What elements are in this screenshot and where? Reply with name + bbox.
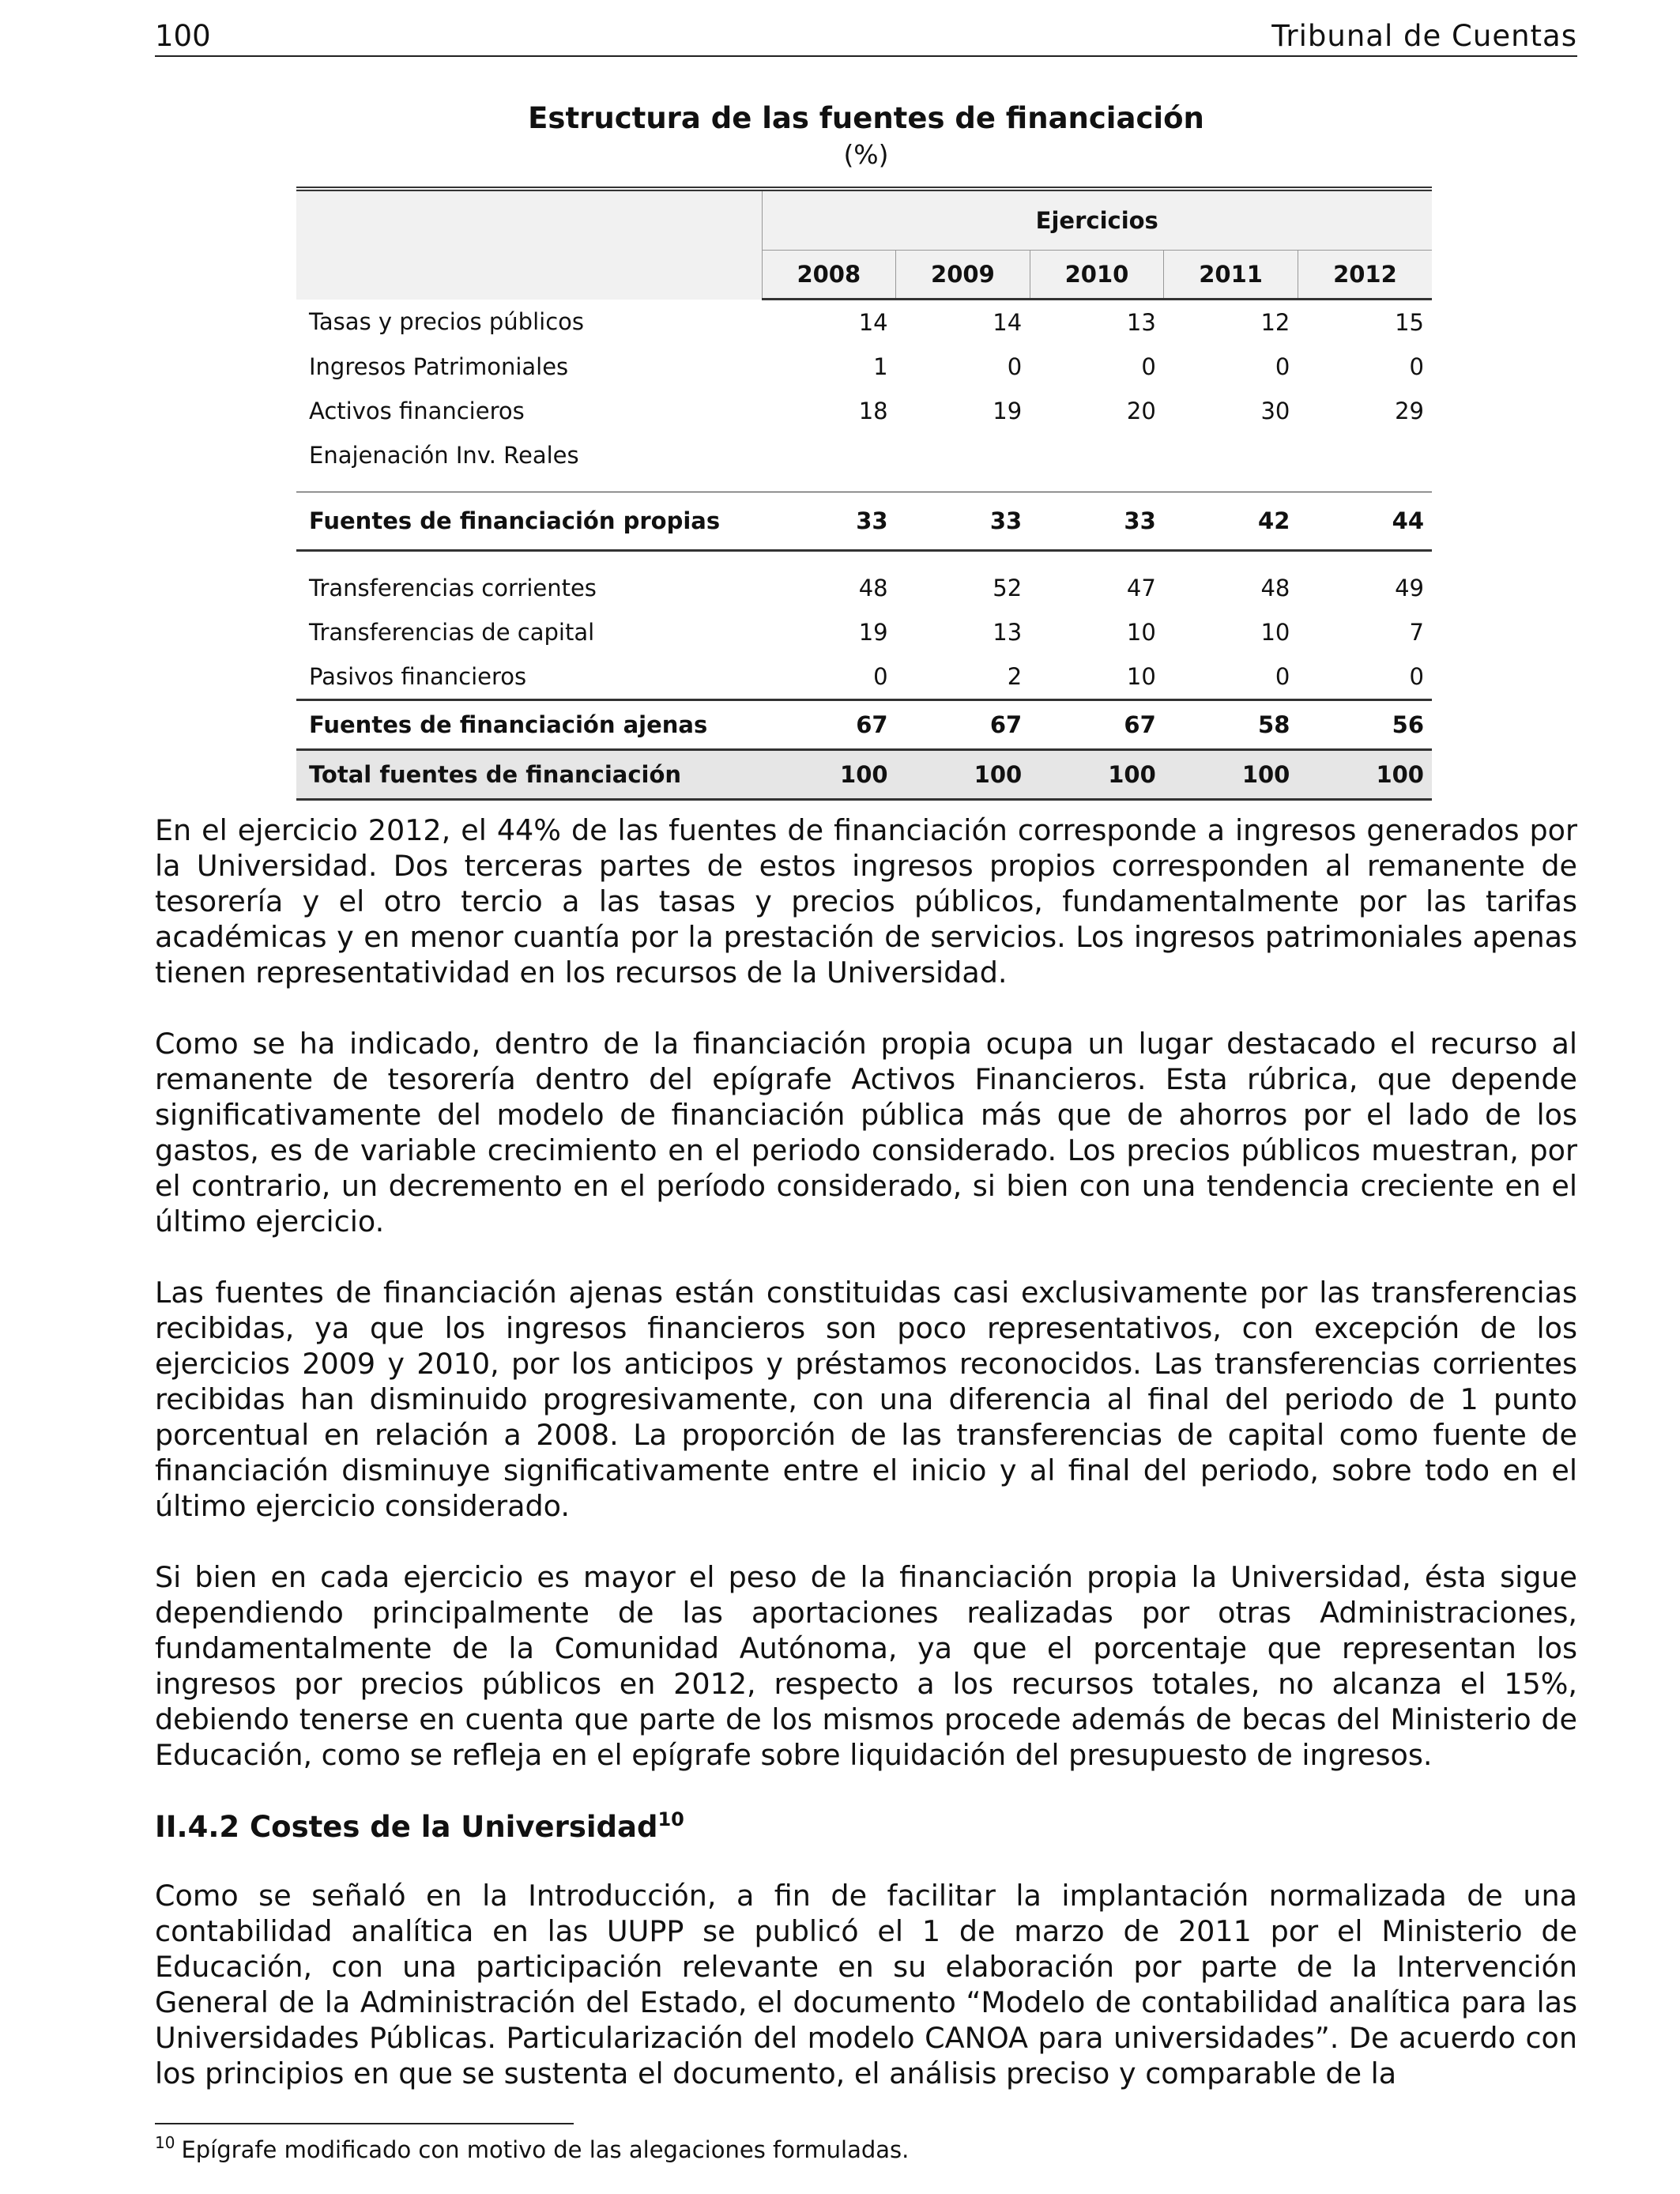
row-value: 44 — [1298, 492, 1432, 551]
row-value: 30 — [1260, 398, 1290, 424]
table-row — [296, 566, 1432, 610]
table-row — [296, 345, 1432, 389]
row-value: 42 — [1164, 492, 1298, 551]
paragraph: Como se ha indicado, dentro de la financiación propia ocupa un lugar destacado el recurso al remanente de tesorería dentro del epígrafe Activos Financieros. Esta rúbrica, que depende significativamente del modelo de financiación pública más que de ahorros por el lado de los gastos, es de variable crecimiento en el periodo considerado. Los precios públicos muestran, por el contrario, un decremento en el período considerado, si bien con una tendencia creciente en el último ejercicio. — [155, 1027, 1577, 1238]
row-value: 33 — [896, 492, 1030, 551]
table-row — [296, 433, 1432, 477]
row-value: 2 — [1007, 663, 1023, 690]
row-value — [896, 433, 1030, 477]
section-heading-text: II.4.2 Costes de la Universidad — [155, 1810, 658, 1844]
paragraph: Como se señaló en la Introducción, a fin de facilitar la implantación normalizada de una contabilidad analítica en las UUPP se publicó el 1 de marzo de 2011 por el Ministerio de Educación, con una participación relevante en su elaboración por parte de la Intervención General de la Administración del Estado, el documento “Modelo de contabilidad analítica para las Universidades Públicas. Particularización del modelo CANOA para universidades”. De acuerdo con los principios en que se sustenta el documento, el análisis preciso y comparable de la — [155, 1879, 1577, 2090]
row-label: Total fuentes de financiación — [296, 750, 762, 800]
row-value: 14 — [858, 309, 888, 336]
row-value: 67 — [896, 700, 1030, 750]
row-value: 58 — [1164, 700, 1298, 750]
row-value: 100 — [896, 750, 1030, 800]
row-value: 0 — [1007, 353, 1023, 380]
row-value: 33 — [1030, 492, 1164, 551]
total-row — [296, 750, 1432, 800]
row-value: 10 — [1126, 663, 1156, 690]
row-value — [1164, 433, 1298, 477]
row-value — [762, 433, 896, 477]
row-value: 13 — [993, 619, 1023, 646]
header-year: 2008 — [762, 251, 896, 300]
row-value: 0 — [1275, 663, 1290, 690]
row-label: Fuentes de financiación propias — [296, 492, 762, 551]
row-value: 15 — [1395, 309, 1424, 336]
row-value: 100 — [762, 750, 896, 800]
row-value: 10 — [1260, 619, 1290, 646]
row-value: 13 — [1126, 309, 1156, 336]
row-value: 49 — [1395, 575, 1424, 601]
footnote-reference[interactable]: 10 — [657, 1808, 684, 1830]
row-label: Transferencias corrientes — [309, 575, 597, 601]
row-value: 56 — [1298, 700, 1432, 750]
row-value: 12 — [1260, 309, 1290, 336]
table-subtitle: (%) — [843, 139, 889, 170]
table-row — [296, 610, 1432, 654]
paragraph: Si bien en cada ejercicio es mayor el peso de la financiación propia la Universidad, ésta sigue dependiendo principalmente de las aportaciones realizadas por otras Administraciones, fundamentalmente de la Comunidad Autónoma, ya que el porcentaje que representan los ingresos por precios públicos en 2012, respecto a los recursos totales, no alcanza el 15%, debiendo tenerse en cuenta que parte de los mismos procede además de becas del Ministerio de Educación, como se refleja en el epígrafe sobre liquidación del presupuesto de ingresos. — [155, 1560, 1577, 1772]
row-value: 67 — [1030, 700, 1164, 750]
row-value: 67 — [762, 700, 896, 750]
row-value: 0 — [1141, 353, 1156, 380]
table-spacer-row — [296, 551, 1432, 567]
subtotal-row-ajenas — [296, 700, 1432, 750]
row-value — [1298, 433, 1432, 477]
row-value: 47 — [1126, 575, 1156, 601]
table-row — [296, 389, 1432, 433]
table-header-row — [296, 189, 1432, 251]
row-value: 19 — [993, 398, 1023, 424]
row-value: 0 — [1409, 663, 1424, 690]
row-value — [1030, 433, 1164, 477]
table-spacer-row — [296, 477, 1432, 492]
row-label: Pasivos financieros — [309, 663, 527, 690]
running-title: Tribunal de Cuentas — [1271, 19, 1577, 53]
row-label: Enajenación Inv. Reales — [309, 442, 579, 469]
header-ejercicios: Ejercicios — [762, 189, 1432, 251]
row-value: 20 — [1126, 398, 1156, 424]
row-value: 48 — [858, 575, 888, 601]
paragraph: Las fuentes de financiación ajenas están constituidas casi exclusivamente por las transferencias recibidas, ya que los ingresos financieros son poco representativos, con excepción de los ejercicios 2009 y 2010, por los anticipos y préstamos reconocidos. Las transferencias corrientes recibidas han disminuido progresivamente, con una diferencia al final del periodo de 1 punto porcentual en relación a 2008. La proporción de las transferencias de capital como fuente de financiación disminuye significativamente entre el inicio y al final del periodo, sobre todo en el último ejercicio considerado. — [155, 1276, 1577, 1523]
row-value: 100 — [1030, 750, 1164, 800]
row-value: 29 — [1395, 398, 1424, 424]
table-title: Estructura de las fuentes de financiación — [528, 101, 1204, 135]
header-blank-cell — [296, 189, 762, 300]
footnote-separator — [155, 2123, 574, 2124]
row-value: 7 — [1409, 619, 1424, 646]
footnote-text: Epígrafe modificado con motivo de las alegaciones formuladas. — [181, 2136, 910, 2163]
row-value: 1 — [873, 353, 888, 380]
row-value: 0 — [1275, 353, 1290, 380]
table-row — [296, 300, 1432, 345]
header-year: 2012 — [1298, 251, 1432, 300]
row-value: 0 — [873, 663, 888, 690]
body-text — [155, 812, 1577, 2127]
row-value: 19 — [858, 619, 888, 646]
row-value: 52 — [993, 575, 1023, 601]
table-row — [296, 654, 1432, 700]
page-number: 100 — [155, 19, 211, 53]
row-value: 100 — [1298, 750, 1432, 800]
footnote — [155, 2134, 1577, 2166]
header-year: 2011 — [1164, 251, 1298, 300]
section-heading — [155, 1808, 1577, 1846]
row-label: Ingresos Patrimoniales — [309, 353, 569, 380]
row-value: 14 — [993, 309, 1023, 336]
row-value: 0 — [1409, 353, 1424, 380]
header-year: 2010 — [1030, 251, 1164, 300]
subtotal-row-propias — [296, 492, 1432, 551]
header-year: 2009 — [896, 251, 1030, 300]
financing-structure-table — [296, 187, 1432, 801]
row-label: Activos financieros — [309, 398, 525, 424]
row-label: Fuentes de financiación ajenas — [296, 700, 762, 750]
footnote-number: 10 — [155, 2133, 175, 2152]
row-value: 33 — [762, 492, 896, 551]
paragraph: En el ejercicio 2012, el 44% de las fuentes de financiación corresponde a ingresos generados por la Universidad. Dos terceras partes de estos ingresos propios corresponden al remanente de tesorería y el otro tercio a las tasas y precios públicos, fundamentalmente por las tarifas académicas y en menor cuantía por la prestación de servicios. Los ingresos patrimoniales apenas tienen representatividad en los recursos de la Universidad. — [155, 813, 1577, 990]
row-value: 100 — [1164, 750, 1298, 800]
row-label: Transferencias de capital — [309, 619, 595, 646]
row-label: Tasas y precios públicos — [309, 308, 584, 336]
page-header — [155, 17, 1577, 57]
row-value: 48 — [1260, 575, 1290, 601]
row-value: 18 — [858, 398, 888, 424]
row-value: 10 — [1126, 619, 1156, 646]
